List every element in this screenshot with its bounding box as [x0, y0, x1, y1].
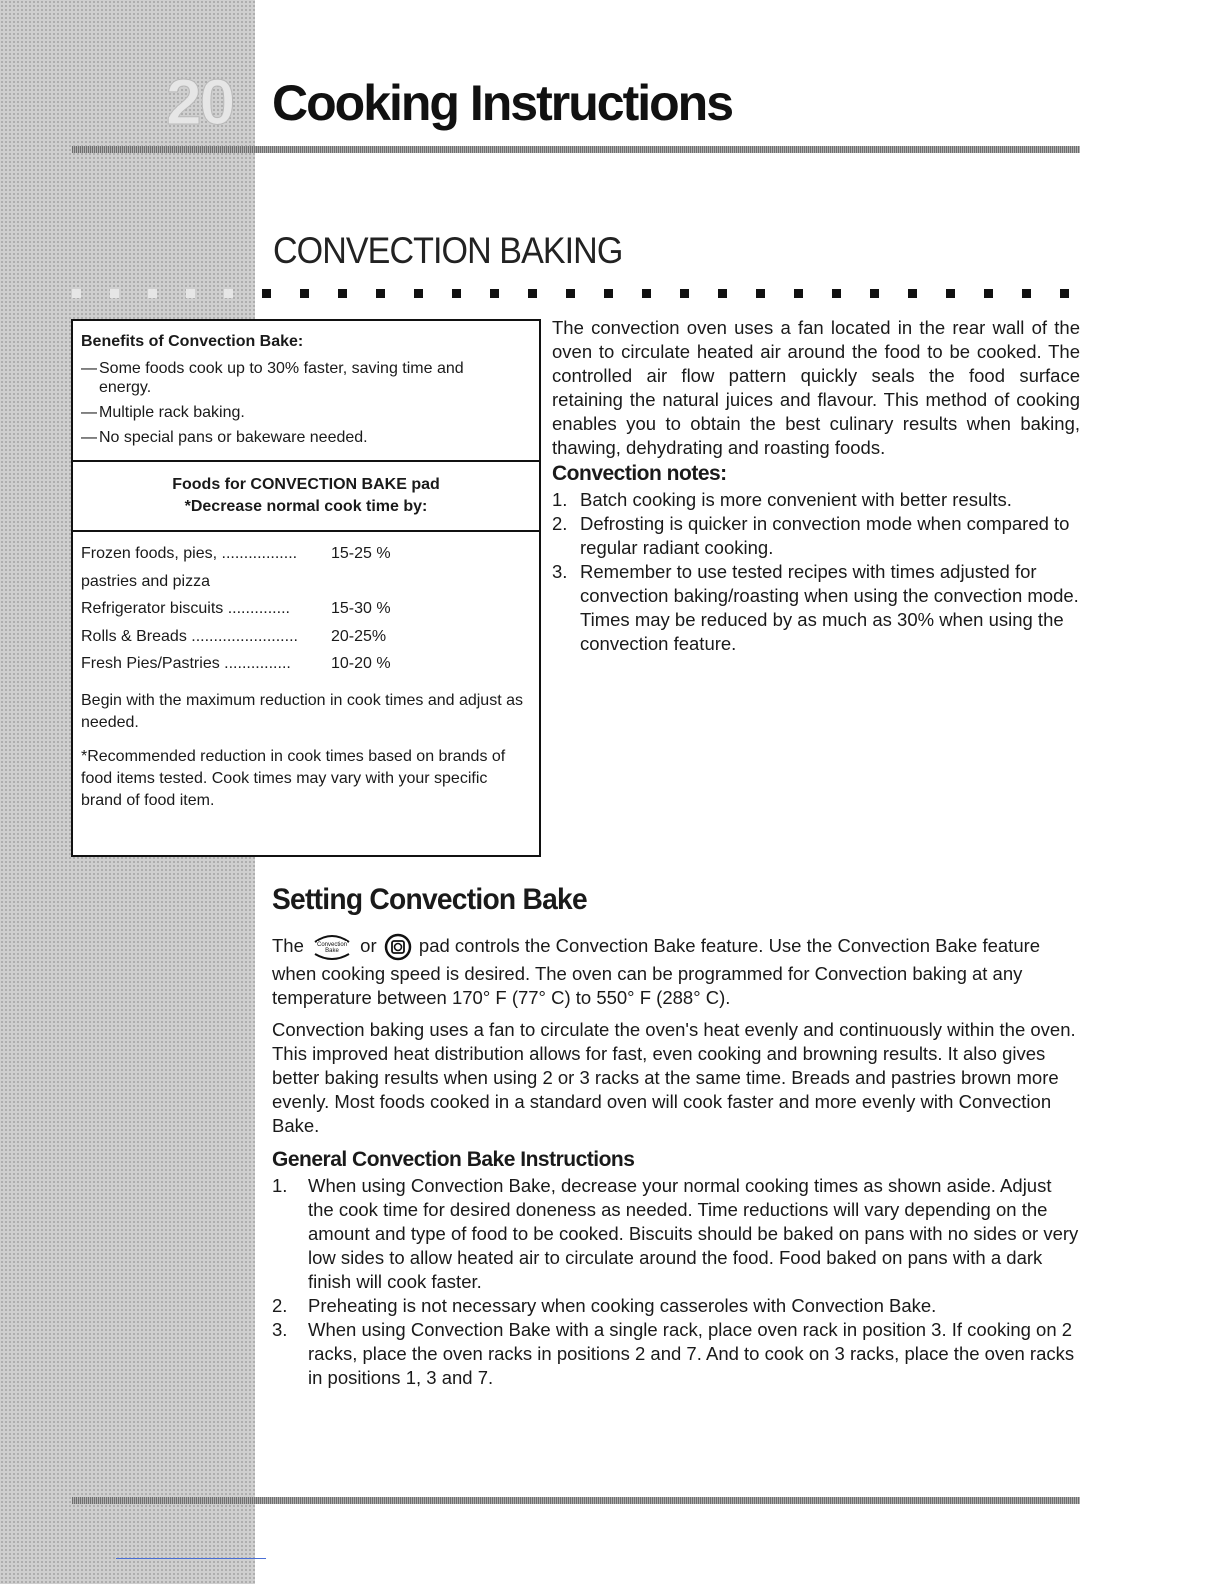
benefits-sidebar-box	[71, 319, 541, 857]
setting-paragraph-1: The Convection Bake or pad controls the Convection Bake feature. Use the Convection Bake feature when cooking speed is desired. The oven can be programmed for Convection baking at any temperature between 170° F (77° C) to 550° F (288° C).	[272, 932, 1080, 1010]
foods-subtitle: *Decrease normal cook time by:	[184, 498, 428, 515]
reduction-note: Begin with the maximum reduction in cook times and adjust as needed.	[81, 691, 523, 731]
food-row: Rolls & Breads ........................ 20-25%	[81, 627, 387, 645]
foods-title: Foods for CONVECTION BAKE pad	[172, 476, 440, 493]
general-instructions-title: General Convection Bake Instructions	[272, 1148, 635, 1171]
food-row: pastries and pizza	[81, 572, 210, 590]
divider-dot	[414, 289, 423, 298]
list-item: 3. Remember to use tested recipes with times adjusted for convection baking/roasting when using the convection mode. Times may be reduced by as much as 30% when using the convection feature.	[552, 561, 1079, 654]
divider-dot	[186, 289, 195, 298]
divider-dot	[72, 289, 81, 298]
divider-dot	[604, 289, 613, 298]
divider-dot	[528, 289, 537, 298]
svg-text:Bake: Bake	[325, 948, 339, 954]
list-item: 2. Defrosting is quicker in convection mode when compared to regular radiant cooking.	[552, 513, 1070, 558]
food-row: Fresh Pies/Pastries ............... 10-20 %	[81, 655, 391, 672]
recommendation-note: *Recommended reduction in cook times based on brands of food items tested. Cook times may vary with your specific brand of food item.	[81, 747, 506, 809]
general-instructions-list	[272, 1174, 1080, 1390]
divider-dot	[908, 289, 917, 298]
convection-notes-title: Convection notes:	[552, 462, 727, 485]
divider-dot	[262, 289, 271, 298]
divider-dot	[870, 289, 879, 298]
svg-text:Convection: Convection	[317, 942, 348, 948]
foods-header	[73, 462, 539, 532]
divider-dot	[946, 289, 955, 298]
divider-dot	[680, 289, 689, 298]
divider-dot	[1060, 289, 1069, 298]
benefit-item: — Multiple rack baking.	[81, 404, 245, 421]
benefit-item: — No special pans or bakeware needed.	[81, 429, 368, 446]
divider-dot	[718, 289, 727, 298]
divider-dot	[224, 289, 233, 298]
header-rule	[72, 146, 1080, 153]
benefits-section	[73, 321, 539, 462]
setting-title: Setting Convection Bake	[272, 883, 587, 916]
divider-dot	[642, 289, 651, 298]
setting-convection-section	[272, 880, 1080, 1390]
foods-list	[73, 532, 539, 812]
convection-notes-list	[552, 488, 1080, 656]
food-row: Refrigerator biscuits .............. 15-30 %	[81, 600, 391, 617]
divider-dot	[300, 289, 309, 298]
divider-dot	[1022, 289, 1031, 298]
divider-dot	[148, 289, 157, 298]
page-title: Cooking Instructions	[272, 75, 732, 131]
divider-dot	[376, 289, 385, 298]
divider-dot	[490, 289, 499, 298]
intro-column	[552, 316, 1080, 656]
list-item: 2. Preheating is not necessary when cooking casseroles with Convection Bake.	[272, 1295, 937, 1316]
section-title: CONVECTION BAKING	[273, 230, 623, 271]
divider-dot	[794, 289, 803, 298]
page-number: 20	[166, 66, 234, 138]
convection-fan-pad-icon	[384, 933, 412, 961]
divider-dot	[566, 289, 575, 298]
divider-dot	[984, 289, 993, 298]
intro-paragraph: The convection oven uses a fan located in the rear wall of the oven to circulate heated air around the food to be cooked. The controlled air flow pattern quickly seals the food surface retaining the natural juices and flavour. This method of cooking enables you to obtain the best culinary results when baking, thawing, dehydrating and roasting foods.	[552, 317, 1080, 458]
list-item: 3. When using Convection Bake with a single rack, place oven rack in position 3. If cooking on 2 racks, place the oven racks in positions 2 and 7. And to cook on 3 racks, place the oven racks in positions 1, 3 and 7.	[272, 1319, 1075, 1388]
divider-dot	[832, 289, 841, 298]
list-item: 1. Batch cooking is more convenient with better results.	[552, 489, 1012, 510]
list-item: 1. When using Convection Bake, decrease your normal cooking times as shown aside. Adjust the cook time for desired doneness as needed. Time reductions will vary depending on the amount and type of food to be cooked. Biscuits should be baked on pans with no sides or very low sides to allow heated air to circulate around the food. Food baked on pans with a dark finish will cook faster.	[272, 1175, 1079, 1292]
benefits-title: Benefits of Convection Bake:	[81, 333, 304, 350]
convection-bake-pad-icon	[311, 932, 353, 962]
setting-paragraph-2: Convection baking uses a fan to circulate the oven's heat evenly and continuously within the oven. This improved heat distribution allows for fast, even cooking and browning results. It also gives better baking results when using 2 or 3 racks at the same time. Breads and pastries brown more evenly. Most foods cooked in a standard oven will cook faster and more evenly with Convection Bake.	[272, 1019, 1076, 1136]
footer-link-underline	[116, 1558, 266, 1559]
food-row: Frozen foods, pies, ................. 15-25 %	[81, 545, 391, 562]
benefit-item: — Some foods cook up to 30% faster, saving time and energy.	[81, 360, 464, 396]
divider-dot	[338, 289, 347, 298]
divider-dot	[110, 289, 119, 298]
divider-dot	[756, 289, 765, 298]
divider-dot	[452, 289, 461, 298]
footer-rule	[72, 1497, 1080, 1504]
section-dot-divider	[72, 289, 1080, 299]
